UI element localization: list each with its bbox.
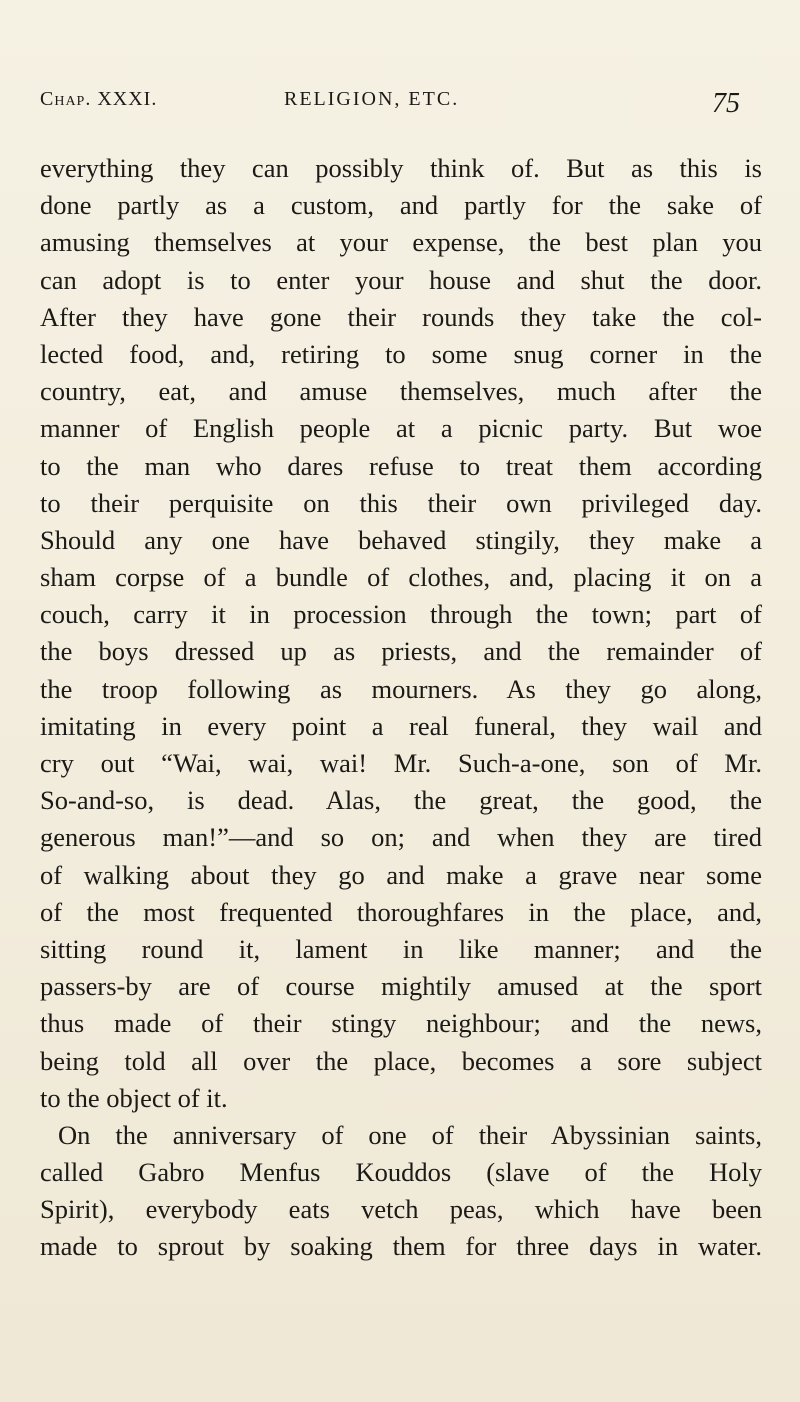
text-line: done partly as a custom, and partly for the sake of [40,190,762,221]
text-line: the boys dressed up as priests, and the remainder of [40,636,762,667]
paragraph-1 [40,150,762,1117]
text-line: imitating in every point a real funeral, they wail and [40,710,762,741]
text-line: of walking about they go and make a grave near some [40,859,762,890]
chapter-label: Chap. XXXI. [40,88,158,110]
text-line: to the man who dares refuse to treat them according [40,450,762,481]
text-line: made to sprout by soaking them for three days in water. [40,1231,762,1262]
text-line: of the most frequented thoroughfares in the place, and, [40,896,762,927]
text-line: passers-by are of course mightily amused at the sport [40,971,762,1002]
text-line: sitting round it, lament in like manner; and the [40,933,762,964]
text-line: couch, carry it in procession through the town; part of [40,599,762,630]
running-head [40,88,740,128]
text-line: everything they can possibly think of. But as this is [40,153,762,183]
text-line: to their perquisite on this their own privileged day. [40,487,762,518]
text-line: manner of English people at a picnic party. But woe [40,413,762,444]
text-line: country, eat, and amuse themselves, much after the [40,376,762,407]
text-line: Should any one have behaved stingily, they make a [40,524,762,555]
body-text [40,150,762,1266]
text-line: lected food, and, retiring to some snug corner in the [40,338,762,369]
page-number: 75 [712,88,740,119]
text-line: to the object of it. [40,1082,228,1113]
text-line: After they have gone their rounds they take the col- [40,301,762,332]
text-line: the troop following as mourners. As they go along, [40,673,762,704]
running-title: RELIGION, ETC. [284,88,460,110]
paragraph-2 [40,1117,762,1266]
text-line: can adopt is to enter your house and shut the door. [40,264,762,295]
text-line: sham corpse of a bundle of clothes, and, placing it on a [40,562,762,593]
text-line: On the anniversary of one of their Abyssinian saints, [58,1119,762,1150]
text-line: thus made of their stingy neighbour; and the news, [40,1008,762,1039]
text-line: generous man!”—and so on; and when they are tired [40,822,762,853]
text-line: amusing themselves at your expense, the best plan you [40,227,762,258]
text-line: called Gabro Menfus Kouddos (slave of the Holy [40,1157,762,1188]
text-line: being told all over the place, becomes a sore subject [40,1045,762,1076]
text-line: Spirit), everybody eats vetch peas, which have been [40,1194,762,1225]
text-line: So-and-so, is dead. Alas, the great, the good, the [40,785,762,816]
text-line: cry out “Wai, wai, wai! Mr. Such-a-one, son of Mr. [40,748,762,778]
